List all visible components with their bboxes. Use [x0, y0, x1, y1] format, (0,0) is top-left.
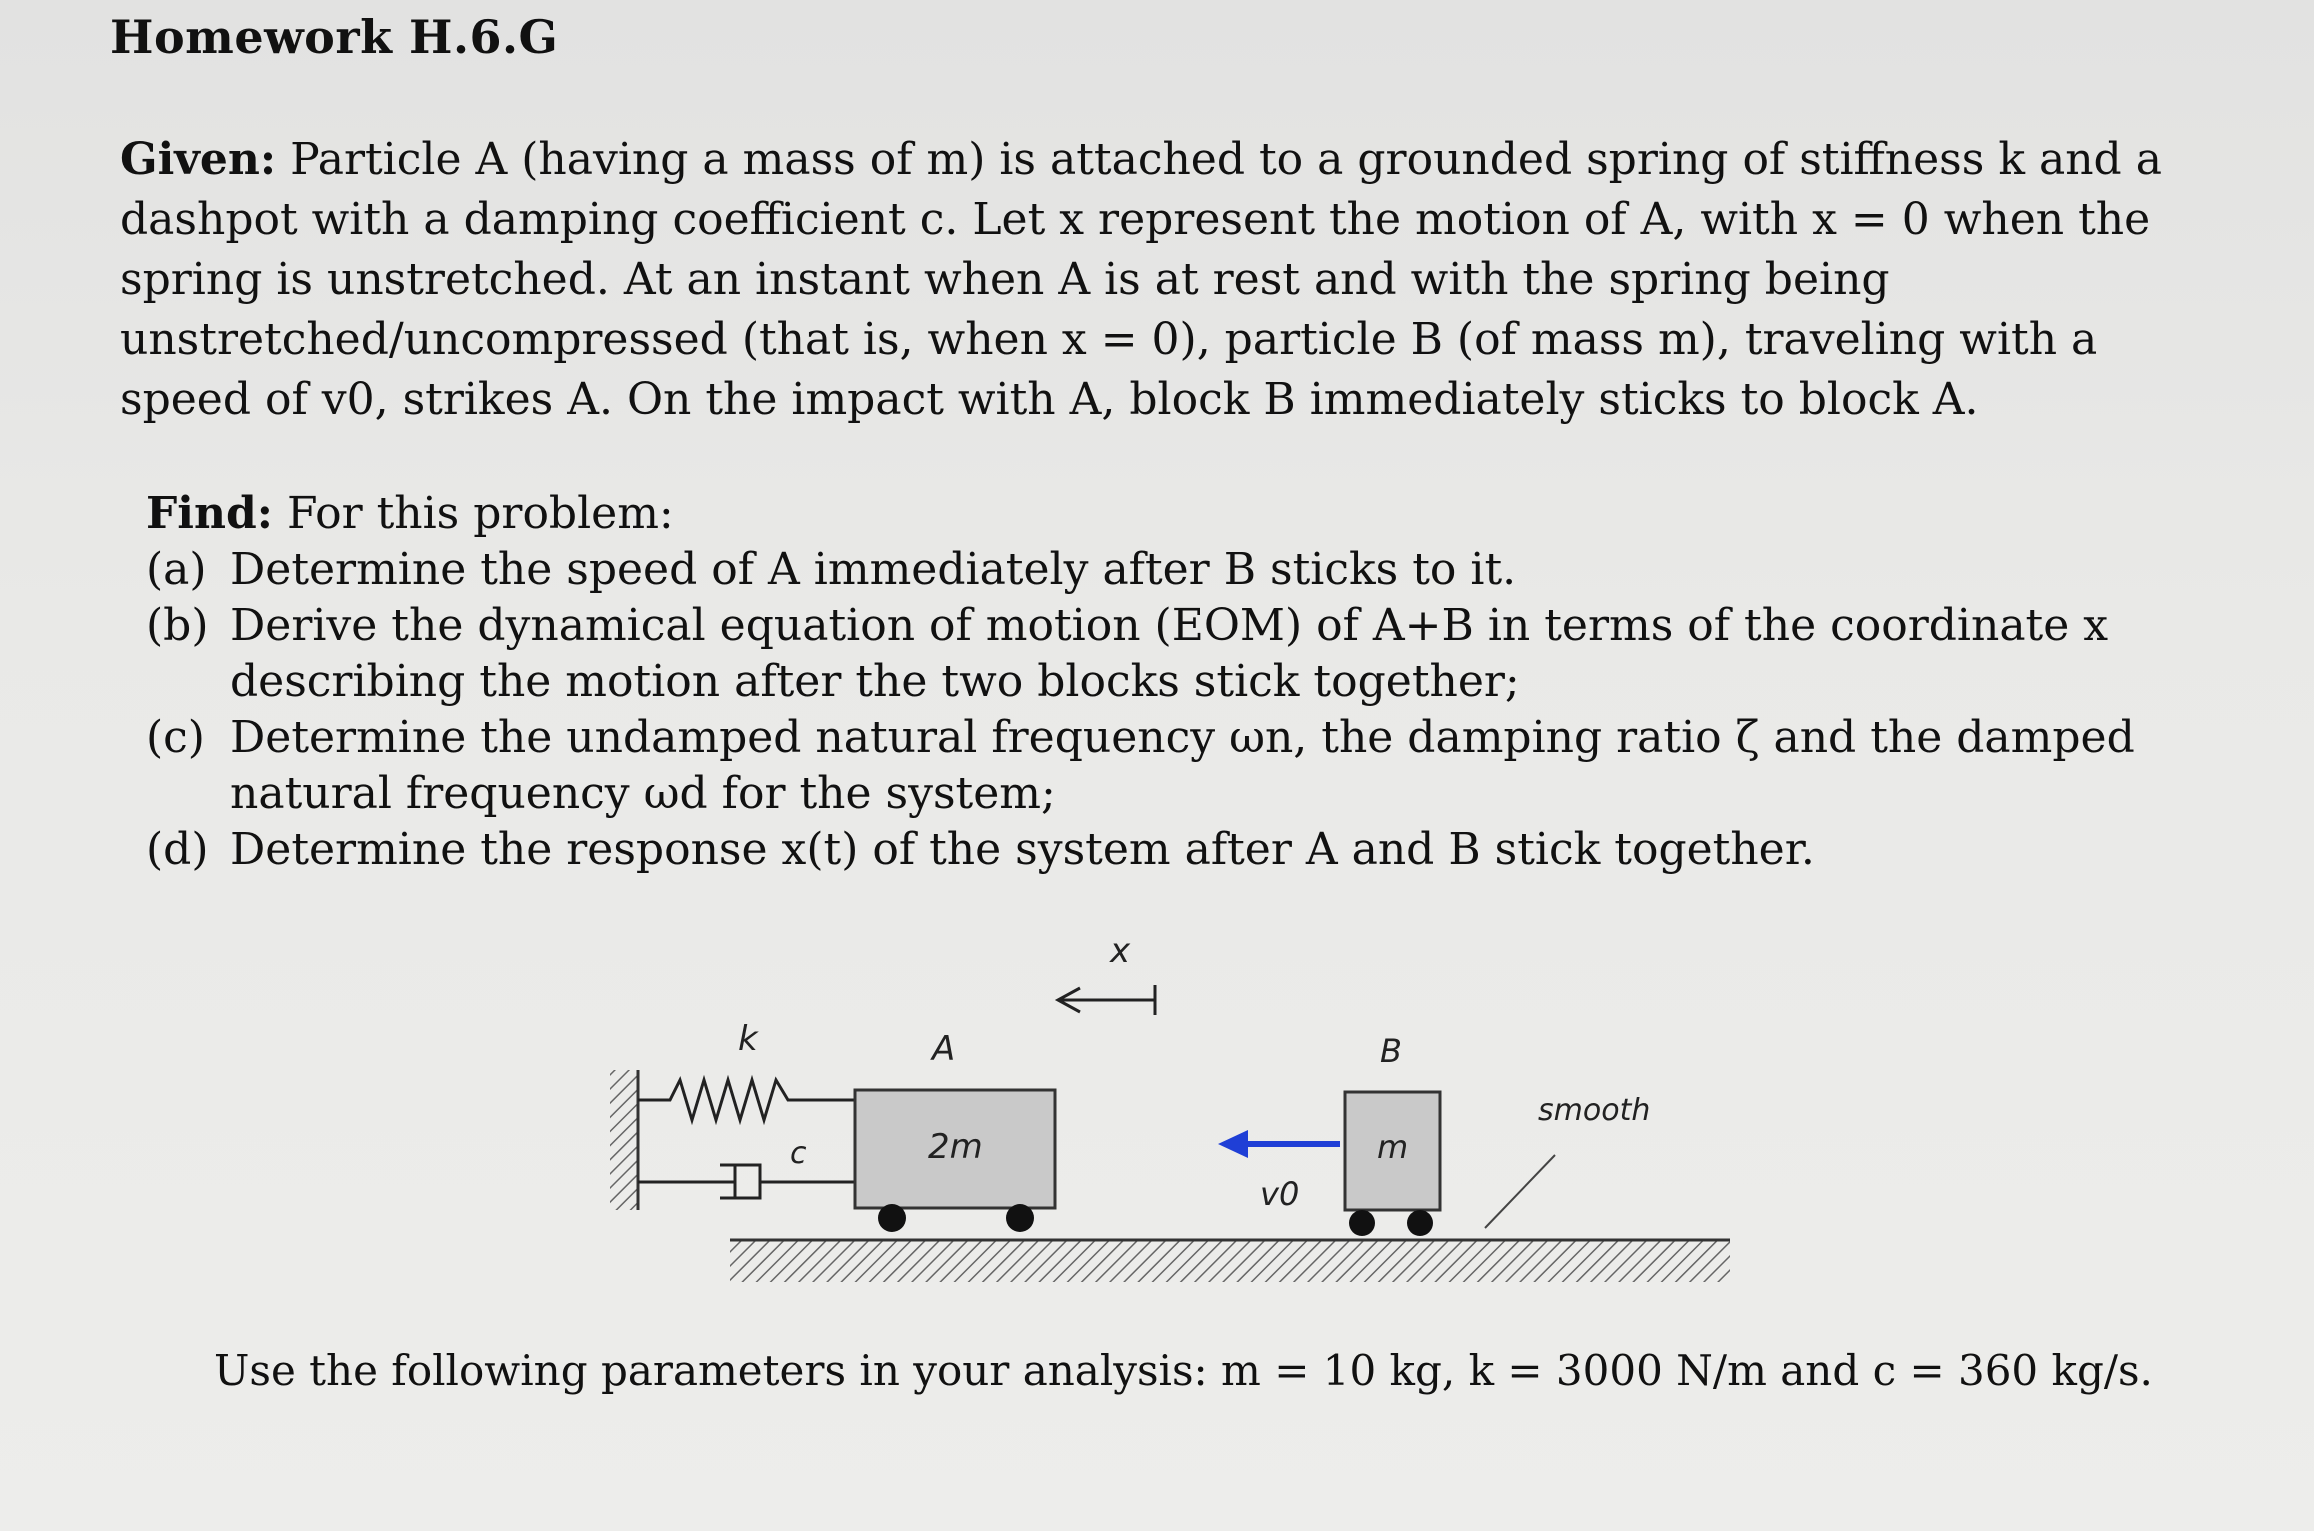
surface-label: smooth: [1538, 1093, 1651, 1128]
ground: [730, 1240, 1730, 1282]
damper-label: c: [790, 1136, 807, 1171]
surface-pointer: [1485, 1155, 1555, 1228]
block-a-mass: 2m: [928, 1127, 983, 1167]
parameters-line: Use the following parameters in your analysis: m = 10 kg, k = 3000 N/m and c = 360 kg/s.: [214, 1346, 2153, 1395]
find-item-b: [146, 598, 2206, 710]
page-title: Homework H.6.G: [110, 10, 559, 64]
block-a-label: A: [932, 1029, 956, 1069]
find-label: Find:: [146, 488, 273, 539]
find-list: [146, 542, 2206, 878]
find-item-label: (c): [146, 712, 205, 763]
wheel: [1006, 1204, 1034, 1232]
spring-label: k: [738, 1019, 758, 1059]
block-b-label: B: [1380, 1032, 1402, 1070]
wheel: [878, 1204, 906, 1232]
find-item-text: Determine the speed of A immediately after B sticks to it.: [230, 544, 1517, 595]
wheel: [1349, 1210, 1375, 1236]
find-item-c: [146, 710, 2206, 822]
find-item-a: [146, 542, 2206, 598]
find-section: [146, 486, 2206, 878]
given-section: [120, 130, 2220, 430]
coordinate-label: x: [1110, 931, 1131, 971]
wheel: [1407, 1210, 1433, 1236]
velocity-arrow: [1218, 1130, 1340, 1158]
given-text: Particle A (having a mass of m) is attached to a grounded spring of stiffness k and a dashpot with a damping coefficient c. Let x represent the motion of A, with x = 0 when the spring is unstretched. At an instant when A is at rest and with the spring being unstretched/uncompressed (that is, when x = 0), particle B (of mass m), traveling with a speed of v0, strikes A. On the impact with A, block B immediately sticks to block A.: [120, 134, 2162, 425]
find-item-text: Determine the response x(t) of the system after A and B stick together.: [230, 824, 1815, 875]
find-intro: For this problem:: [286, 488, 674, 539]
given-paragraph: [120, 130, 2220, 430]
find-item-label: (a): [146, 544, 207, 595]
dashpot: [638, 1165, 855, 1198]
find-item-text: Derive the dynamical equation of motion (EOM) of A+B in terms of the coordinate x describing the motion after the two blocks stick together;: [230, 600, 2109, 707]
spring: [638, 1080, 855, 1120]
given-label: Given:: [120, 134, 277, 185]
block-b-mass: m: [1377, 1128, 1409, 1166]
find-item-label: (b): [146, 600, 209, 651]
wall: [610, 1070, 638, 1210]
mechanism-diagram: [580, 920, 1740, 1310]
coordinate-arrow: [1058, 985, 1155, 1015]
find-item-label: (d): [146, 824, 209, 875]
find-item-d: [146, 822, 2206, 878]
find-item-text: Determine the undamped natural frequency ωn, the damping ratio ζ and the damped natural frequency ωd for the system;: [230, 712, 2135, 819]
velocity-label: v0: [1260, 1175, 1300, 1213]
